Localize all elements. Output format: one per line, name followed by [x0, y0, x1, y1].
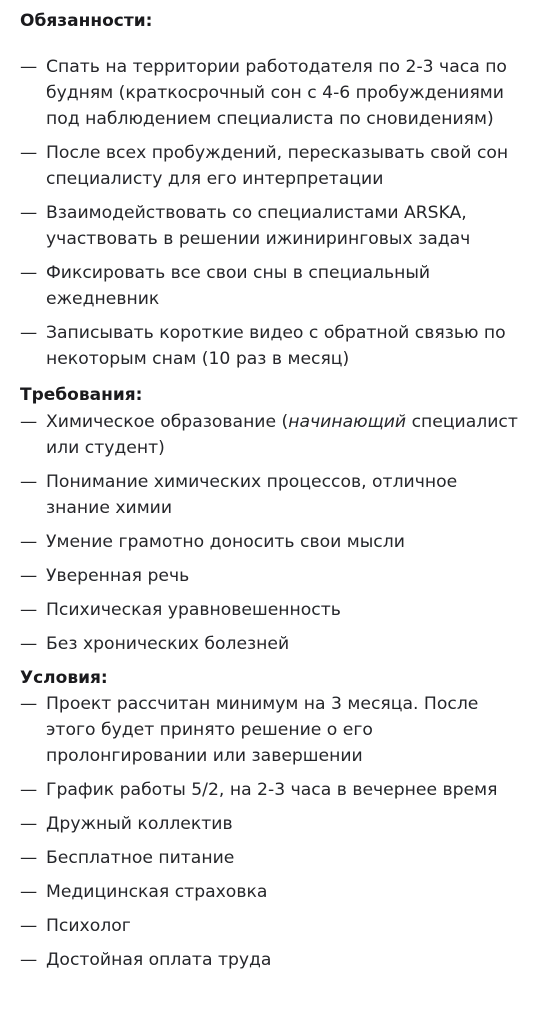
- duties-title: Обязанности:: [20, 11, 153, 31]
- bullet-dash: —: [20, 634, 38, 654]
- bullet-dash: —: [20, 143, 38, 163]
- list-item: [20, 913, 523, 939]
- bullet-dash: —: [20, 600, 38, 620]
- list-item: [20, 409, 523, 461]
- duty-text: Записывать короткие видео с обратной связью по некоторым снам (10 раз в месяц): [46, 323, 506, 369]
- duties-list: [20, 54, 523, 372]
- requirement-text: Уверенная речь: [46, 566, 190, 586]
- requirement-text: [46, 409, 523, 461]
- requirement-text: Психическая уравновешенность: [46, 600, 341, 620]
- condition-text: Достойная оплата труда: [46, 950, 272, 970]
- list-item: [20, 529, 523, 555]
- bullet-dash: —: [20, 694, 38, 714]
- bullet-dash: —: [20, 323, 38, 343]
- bullet-dash: —: [20, 203, 38, 223]
- list-item: [20, 260, 523, 312]
- list-item: [20, 200, 523, 252]
- requirements-title: Требования:: [20, 385, 143, 405]
- list-item: [20, 879, 523, 905]
- duty-text: После всех пробуждений, пересказывать свой сон специалисту для его интерпретации: [46, 143, 509, 189]
- requirement-text: Умение грамотно доносить свои мысли: [46, 532, 405, 552]
- list-item: [20, 54, 523, 132]
- conditions-title: Условия:: [20, 668, 108, 688]
- condition-text: Проект рассчитан минимум на 3 месяца. После этого будет принято решение о его пролонгировании или завершении: [46, 694, 479, 766]
- duty-text: Фиксировать все свои сны в специальный ежедневник: [46, 263, 431, 309]
- requirement-text-end: специалист или студент): [46, 412, 518, 458]
- requirement-text-start: Химическое образование (: [46, 412, 289, 432]
- requirements-list: [20, 409, 523, 657]
- duties-section: [20, 9, 523, 372]
- condition-text: Дружный коллектив: [46, 814, 233, 834]
- bullet-dash: —: [20, 566, 38, 586]
- conditions-section: [20, 666, 523, 973]
- duty-text: Взаимодействовать со специалистами ARSKA, участвовать в решении ижиниринговых задач: [46, 203, 471, 249]
- requirement-text: Без хронических болезней: [46, 634, 290, 654]
- list-item: [20, 845, 523, 871]
- bullet-dash: —: [20, 950, 38, 970]
- bullet-dash: —: [20, 472, 38, 492]
- list-item: [20, 777, 523, 803]
- bullet-dash: —: [20, 848, 38, 868]
- bullet-dash: —: [20, 882, 38, 902]
- bullet-dash: —: [20, 916, 38, 936]
- bullet-dash: —: [20, 263, 38, 283]
- list-item: [20, 563, 523, 589]
- requirement-emphasis: начинающий: [288, 412, 407, 432]
- requirements-section: [20, 383, 523, 657]
- requirement-text: Понимание химических процессов, отличное знание химии: [46, 472, 458, 518]
- list-item: [20, 320, 523, 372]
- bullet-dash: —: [20, 57, 38, 77]
- list-item: [20, 811, 523, 837]
- bullet-dash: —: [20, 412, 38, 432]
- condition-text: Бесплатное питание: [46, 848, 235, 868]
- list-item: [20, 691, 523, 769]
- list-item: [20, 469, 523, 521]
- bullet-dash: —: [20, 814, 38, 834]
- bullet-dash: —: [20, 532, 38, 552]
- condition-text: График работы 5/2, на 2-3 часа в вечернее время: [46, 780, 498, 800]
- condition-text: Медицинская страховка: [46, 882, 268, 902]
- duty-text: Спать на территории работодателя по 2-3 часа по будням (краткосрочный сон с 4-6 пробуждениями под наблюдением специалиста по сновидениям): [46, 57, 507, 129]
- conditions-list: [20, 691, 523, 973]
- list-item: [20, 140, 523, 192]
- bullet-dash: —: [20, 780, 38, 800]
- list-item: [20, 631, 523, 657]
- list-item: [20, 597, 523, 623]
- condition-text: Психолог: [46, 916, 131, 936]
- list-item: [20, 947, 523, 973]
